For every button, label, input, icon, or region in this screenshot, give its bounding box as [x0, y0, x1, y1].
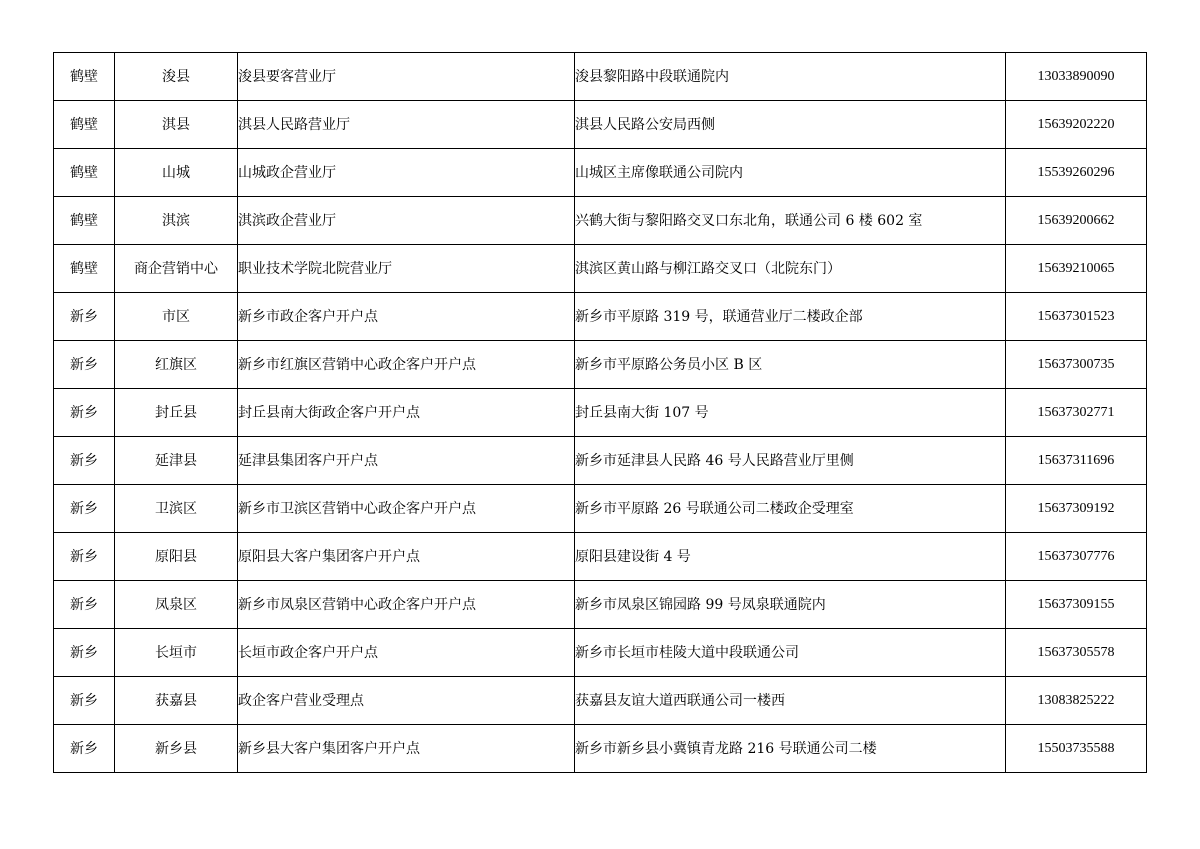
cell-phone: 15639210065 — [1006, 245, 1147, 293]
cell-hall-name: 职业技术学院北院营业厅 — [238, 245, 575, 293]
cell-district: 商企营销中心 — [115, 245, 238, 293]
cell-city: 新乡 — [54, 389, 115, 437]
table-row — [54, 677, 1147, 725]
cell-address: 封丘县南大街 107 号 — [575, 389, 1006, 437]
table-row — [54, 53, 1147, 101]
cell-hall-name: 新乡市政企客户开户点 — [238, 293, 575, 341]
cell-phone: 15637300735 — [1006, 341, 1147, 389]
cell-phone: 15637309155 — [1006, 581, 1147, 629]
cell-hall-name: 封丘县南大街政企客户开户点 — [238, 389, 575, 437]
cell-phone: 15637309192 — [1006, 485, 1147, 533]
cell-hall-name: 延津县集团客户开户点 — [238, 437, 575, 485]
table-row — [54, 629, 1147, 677]
cell-phone: 15637302771 — [1006, 389, 1147, 437]
cell-phone: 15637307776 — [1006, 533, 1147, 581]
cell-phone: 15637311696 — [1006, 437, 1147, 485]
cell-address: 原阳县建设街 4 号 — [575, 533, 1006, 581]
cell-city: 新乡 — [54, 437, 115, 485]
cell-address: 获嘉县友谊大道西联通公司一楼西 — [575, 677, 1006, 725]
cell-district: 原阳县 — [115, 533, 238, 581]
cell-city: 新乡 — [54, 341, 115, 389]
cell-district: 红旗区 — [115, 341, 238, 389]
cell-district: 浚县 — [115, 53, 238, 101]
cell-hall-name: 淇滨政企营业厅 — [238, 197, 575, 245]
cell-city: 新乡 — [54, 581, 115, 629]
cell-address: 淇滨区黄山路与柳江路交叉口（北院东门） — [575, 245, 1006, 293]
cell-address: 新乡市凤泉区锦园路 99 号凤泉联通院内 — [575, 581, 1006, 629]
cell-district: 市区 — [115, 293, 238, 341]
table-row — [54, 485, 1147, 533]
table-body — [54, 53, 1147, 773]
cell-hall-name: 政企客户营业受理点 — [238, 677, 575, 725]
cell-city: 新乡 — [54, 629, 115, 677]
cell-phone: 15639200662 — [1006, 197, 1147, 245]
cell-district: 淇滨 — [115, 197, 238, 245]
cell-phone: 15503735588 — [1006, 725, 1147, 773]
table-row — [54, 197, 1147, 245]
cell-district: 新乡县 — [115, 725, 238, 773]
cell-hall-name: 原阳县大客户集团客户开户点 — [238, 533, 575, 581]
cell-hall-name: 山城政企营业厅 — [238, 149, 575, 197]
cell-address: 淇县人民路公安局西侧 — [575, 101, 1006, 149]
cell-city: 新乡 — [54, 725, 115, 773]
cell-phone: 15637301523 — [1006, 293, 1147, 341]
cell-phone: 15539260296 — [1006, 149, 1147, 197]
cell-hall-name: 新乡市卫滨区营销中心政企客户开户点 — [238, 485, 575, 533]
cell-district: 延津县 — [115, 437, 238, 485]
table-row — [54, 389, 1147, 437]
cell-city: 鹤壁 — [54, 101, 115, 149]
cell-phone: 13033890090 — [1006, 53, 1147, 101]
cell-address: 新乡市平原路 26 号联通公司二楼政企受理室 — [575, 485, 1006, 533]
cell-address: 新乡市平原路 319 号，联通营业厅二楼政企部 — [575, 293, 1006, 341]
cell-hall-name: 新乡县大客户集团客户开户点 — [238, 725, 575, 773]
cell-address: 新乡市长垣市桂陵大道中段联通公司 — [575, 629, 1006, 677]
business-hall-table — [53, 52, 1147, 773]
cell-address: 新乡市平原路公务员小区 B 区 — [575, 341, 1006, 389]
table-row — [54, 533, 1147, 581]
cell-district: 获嘉县 — [115, 677, 238, 725]
table-row — [54, 149, 1147, 197]
cell-district: 封丘县 — [115, 389, 238, 437]
table-row — [54, 581, 1147, 629]
table-row — [54, 293, 1147, 341]
cell-city: 新乡 — [54, 533, 115, 581]
cell-city: 新乡 — [54, 485, 115, 533]
cell-city: 鹤壁 — [54, 53, 115, 101]
table-row — [54, 725, 1147, 773]
cell-district: 淇县 — [115, 101, 238, 149]
cell-address: 山城区主席像联通公司院内 — [575, 149, 1006, 197]
cell-phone: 15639202220 — [1006, 101, 1147, 149]
cell-hall-name: 淇县人民路营业厅 — [238, 101, 575, 149]
table-row — [54, 245, 1147, 293]
cell-district: 凤泉区 — [115, 581, 238, 629]
cell-address: 新乡市新乡县小冀镇青龙路 216 号联通公司二楼 — [575, 725, 1006, 773]
cell-hall-name: 新乡市凤泉区营销中心政企客户开户点 — [238, 581, 575, 629]
table-row — [54, 101, 1147, 149]
cell-district: 卫滨区 — [115, 485, 238, 533]
cell-district: 山城 — [115, 149, 238, 197]
cell-hall-name: 浚县要客营业厅 — [238, 53, 575, 101]
cell-city: 鹤壁 — [54, 149, 115, 197]
cell-hall-name: 长垣市政企客户开户点 — [238, 629, 575, 677]
cell-address: 新乡市延津县人民路 46 号人民路营业厅里侧 — [575, 437, 1006, 485]
table-row — [54, 341, 1147, 389]
table-row — [54, 437, 1147, 485]
cell-address: 浚县黎阳路中段联通院内 — [575, 53, 1006, 101]
cell-city: 鹤壁 — [54, 197, 115, 245]
cell-district: 长垣市 — [115, 629, 238, 677]
cell-city: 新乡 — [54, 677, 115, 725]
cell-phone: 15637305578 — [1006, 629, 1147, 677]
cell-address: 兴鹤大街与黎阳路交叉口东北角，联通公司 6 楼 602 室 — [575, 197, 1006, 245]
cell-city: 鹤壁 — [54, 245, 115, 293]
cell-city: 新乡 — [54, 293, 115, 341]
cell-phone: 13083825222 — [1006, 677, 1147, 725]
cell-hall-name: 新乡市红旗区营销中心政企客户开户点 — [238, 341, 575, 389]
